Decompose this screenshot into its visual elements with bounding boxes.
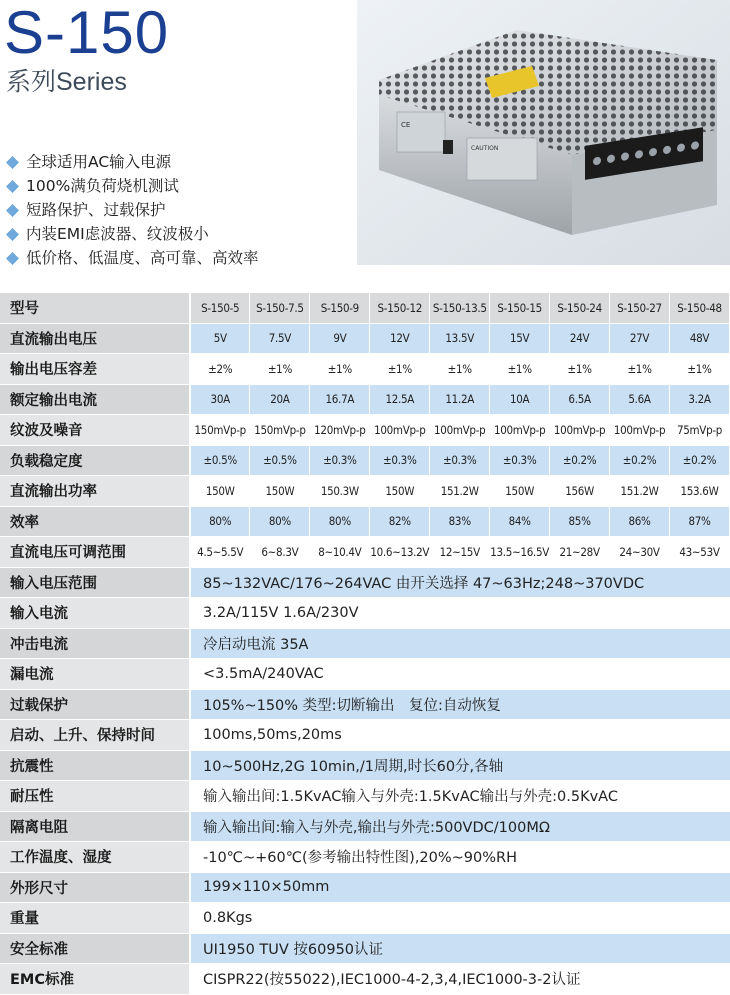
spec-label: 负载稳定度 [0, 445, 190, 476]
spec-label: EMC标准 [0, 964, 190, 995]
page-title: S-150 [4, 0, 170, 66]
feature-text: 低价格、低温度、高可靠、高效率 [26, 249, 259, 267]
spec-value-cell: 150mVp-p [190, 415, 250, 446]
spec-value-cell: 9V [310, 323, 370, 354]
spec-value-cell: ±1% [310, 354, 370, 385]
spec-value-cell: 输入输出间:输入与外壳,输出与外壳:500VDC/100MΩ [190, 811, 730, 842]
spec-value-cell: ±0.3% [430, 445, 490, 476]
spec-value-cell: 150W [490, 476, 550, 507]
power-supply-unit-photo [357, 0, 730, 265]
spec-value-cell: 冷启动电流 35A [190, 628, 730, 659]
model-header-cell: S-150-48 [670, 293, 730, 323]
spec-label: 抗震性 [0, 750, 190, 781]
spec-row [0, 659, 730, 690]
spec-label: 耐压性 [0, 781, 190, 812]
spec-value-cell: 150W [370, 476, 430, 507]
spec-row [0, 720, 730, 751]
diamond-bullet-icon [6, 156, 19, 169]
spec-value-cell: 84% [490, 506, 550, 537]
spec-value-cell: 151.2W [610, 476, 670, 507]
feature-text: 全球适用AC输入电源 [26, 153, 172, 171]
spec-label: 工作温度、湿度 [0, 842, 190, 873]
spec-row [0, 628, 730, 659]
spec-value-cell: 7.5V [250, 323, 310, 354]
spec-label: 重量 [0, 903, 190, 934]
spec-row [0, 537, 730, 568]
spec-value-cell: 3.2A/115V 1.6A/230V [190, 598, 730, 629]
model-header-cell: S-150-12 [370, 293, 430, 323]
spec-value-cell: 10A [490, 384, 550, 415]
feature-text: 短路保护、过载保护 [26, 201, 166, 219]
feature-item [6, 222, 259, 246]
spec-label: 输入电压范围 [0, 567, 190, 598]
spec-value-cell: 150.3W [310, 476, 370, 507]
spec-value-cell: 83% [430, 506, 490, 537]
spec-row [0, 567, 730, 598]
spec-value-cell: 87% [670, 506, 730, 537]
spec-value-cell: 输入输出间:1.5KvAC输入与外壳:1.5KvAC输出与外壳:0.5KvAC [190, 781, 730, 812]
spec-row [0, 750, 730, 781]
spec-value-cell: 85% [550, 506, 610, 537]
feature-item [6, 246, 259, 270]
spec-value-cell: 8~10.4V [310, 537, 370, 568]
spec-value-cell: ±0.3% [370, 445, 430, 476]
spec-value-cell: -10℃~+60℃(参考输出特性图),20%~90%RH [190, 842, 730, 873]
spec-value-cell: 12V [370, 323, 430, 354]
feature-text: 内装EMI虑波器、纹波极小 [26, 225, 209, 243]
spec-value-cell: 80% [190, 506, 250, 537]
spec-value-cell: ±0.2% [670, 445, 730, 476]
spec-row [0, 872, 730, 903]
spec-label: 额定输出电流 [0, 384, 190, 415]
model-header-cell: S-150-13.5 [430, 293, 490, 323]
spec-value-cell: 156W [550, 476, 610, 507]
spec-value-cell: 21~28V [550, 537, 610, 568]
model-header-cell: S-150-9 [310, 293, 370, 323]
spec-value-cell: <3.5mA/240VAC [190, 659, 730, 690]
spec-row [0, 781, 730, 812]
spec-value-cell: ±0.3% [490, 445, 550, 476]
spec-value-cell: ±0.2% [550, 445, 610, 476]
spec-value-cell: 11.2A [430, 384, 490, 415]
spec-value-cell: 27V [610, 323, 670, 354]
spec-value-cell: 100mVp-p [430, 415, 490, 446]
spec-value-cell: 16.7A [310, 384, 370, 415]
spec-value-cell: 15V [490, 323, 550, 354]
spec-row [0, 598, 730, 629]
spec-row [0, 323, 730, 354]
spec-value-cell: 10.6~13.2V [370, 537, 430, 568]
spec-label: 安全标准 [0, 933, 190, 964]
spec-label: 纹波及噪音 [0, 415, 190, 446]
model-header-cell: S-150-24 [550, 293, 610, 323]
page-subtitle: 系列Series [6, 68, 127, 96]
spec-row [0, 964, 730, 995]
spec-value-cell: 150W [250, 476, 310, 507]
spec-row [0, 415, 730, 446]
spec-value-cell: 43~53V [670, 537, 730, 568]
spec-value-cell: 100mVp-p [490, 415, 550, 446]
spec-row [0, 811, 730, 842]
spec-value-cell: 80% [310, 506, 370, 537]
spec-label: 输入电流 [0, 598, 190, 629]
spec-value-cell: 86% [610, 506, 670, 537]
feature-item [6, 174, 259, 198]
feature-text: 100%满负荷烧机测试 [26, 177, 179, 195]
feature-item [6, 150, 259, 174]
diamond-bullet-icon [6, 228, 19, 241]
spec-row [0, 476, 730, 507]
spec-row [0, 506, 730, 537]
feature-item [6, 198, 259, 222]
spec-value-cell: 100ms,50ms,20ms [190, 720, 730, 751]
spec-label: 输出电压容差 [0, 354, 190, 385]
model-header-cell: S-150-15 [490, 293, 550, 323]
feature-list [6, 150, 259, 270]
diamond-bullet-icon [6, 180, 19, 193]
spec-value-cell: 12.5A [370, 384, 430, 415]
spec-value-cell: 5V [190, 323, 250, 354]
spec-label: 过载保护 [0, 689, 190, 720]
spec-value-cell: ±1% [430, 354, 490, 385]
spec-row [0, 445, 730, 476]
spec-value-cell: ±1% [370, 354, 430, 385]
spec-value-cell: 48V [670, 323, 730, 354]
spec-value-cell: ±0.5% [190, 445, 250, 476]
diamond-bullet-icon [6, 204, 19, 217]
spec-value-cell: ±2% [190, 354, 250, 385]
spec-value-cell: 75mVp-p [670, 415, 730, 446]
spec-value-cell: ±0.3% [310, 445, 370, 476]
spec-value-cell: 24V [550, 323, 610, 354]
spec-value-cell: 6.5A [550, 384, 610, 415]
spec-row [0, 933, 730, 964]
spec-value-cell: 199×110×50mm [190, 872, 730, 903]
spec-value-cell: ±0.2% [610, 445, 670, 476]
spec-value-cell: 150W [190, 476, 250, 507]
svg-text:CAUTION: CAUTION [471, 145, 499, 152]
spec-value-cell: 80% [250, 506, 310, 537]
spec-value-cell: UI1950 TUV 按60950认证 [190, 933, 730, 964]
spec-label: 直流输出功率 [0, 476, 190, 507]
spec-value-cell: 100mVp-p [370, 415, 430, 446]
spec-value-cell: 3.2A [670, 384, 730, 415]
spec-row [0, 384, 730, 415]
spec-row [0, 903, 730, 934]
spec-label: 直流电压可调范围 [0, 537, 190, 568]
spec-label: 直流输出电压 [0, 323, 190, 354]
model-header-cell: S-150-5 [190, 293, 250, 323]
spec-value-cell: ±1% [250, 354, 310, 385]
spec-value-cell: 100mVp-p [550, 415, 610, 446]
spec-table [0, 293, 730, 995]
model-header-cell: S-150-7.5 [250, 293, 310, 323]
spec-label: 漏电流 [0, 659, 190, 690]
spec-value-cell: 82% [370, 506, 430, 537]
svg-text:CE: CE [401, 121, 411, 129]
spec-value-cell: ±1% [610, 354, 670, 385]
spec-value-cell: ±1% [490, 354, 550, 385]
spec-label: 启动、上升、保持时间 [0, 720, 190, 751]
spec-label: 隔离电阻 [0, 811, 190, 842]
spec-label: 型号 [0, 293, 190, 323]
spec-value-cell: 24~30V [610, 537, 670, 568]
diamond-bullet-icon [6, 252, 19, 265]
spec-value-cell: 4.5~5.5V [190, 537, 250, 568]
spec-header-row [0, 293, 730, 323]
spec-value-cell: 150mVp-p [250, 415, 310, 446]
spec-label: 冲击电流 [0, 628, 190, 659]
spec-value-cell: 6~8.3V [250, 537, 310, 568]
spec-value-cell: 105%~150% 类型:切断输出 复位:自动恢复 [190, 689, 730, 720]
spec-label: 效率 [0, 506, 190, 537]
spec-value-cell: 100mVp-p [610, 415, 670, 446]
spec-value-cell: 120mVp-p [310, 415, 370, 446]
spec-value-cell: 85~132VAC/176~264VAC 由开关选择 47~63Hz;248~370VDC [190, 567, 730, 598]
model-header-cell: S-150-27 [610, 293, 670, 323]
spec-value-cell: 20A [250, 384, 310, 415]
spec-value-cell: 10~500Hz,2G 10min,/1周期,时长60分,各轴 [190, 750, 730, 781]
spec-value-cell: ±0.5% [250, 445, 310, 476]
spec-value-cell: 151.2W [430, 476, 490, 507]
spec-value-cell: 0.8Kgs [190, 903, 730, 934]
spec-value-cell: CISPR22(按55022),IEC1000-4-2,3,4,IEC1000-3-2认证 [190, 964, 730, 995]
product-photo [357, 0, 730, 265]
spec-value-cell: 153.6W [670, 476, 730, 507]
spec-value-cell: 13.5V [430, 323, 490, 354]
spec-value-cell: ±1% [670, 354, 730, 385]
spec-row [0, 842, 730, 873]
spec-label: 外形尺寸 [0, 872, 190, 903]
spec-value-cell: 30A [190, 384, 250, 415]
spec-row [0, 354, 730, 385]
spec-value-cell: ±1% [550, 354, 610, 385]
spec-value-cell: 12~15V [430, 537, 490, 568]
spec-value-cell: 5.6A [610, 384, 670, 415]
spec-value-cell: 13.5~16.5V [490, 537, 550, 568]
spec-row [0, 689, 730, 720]
